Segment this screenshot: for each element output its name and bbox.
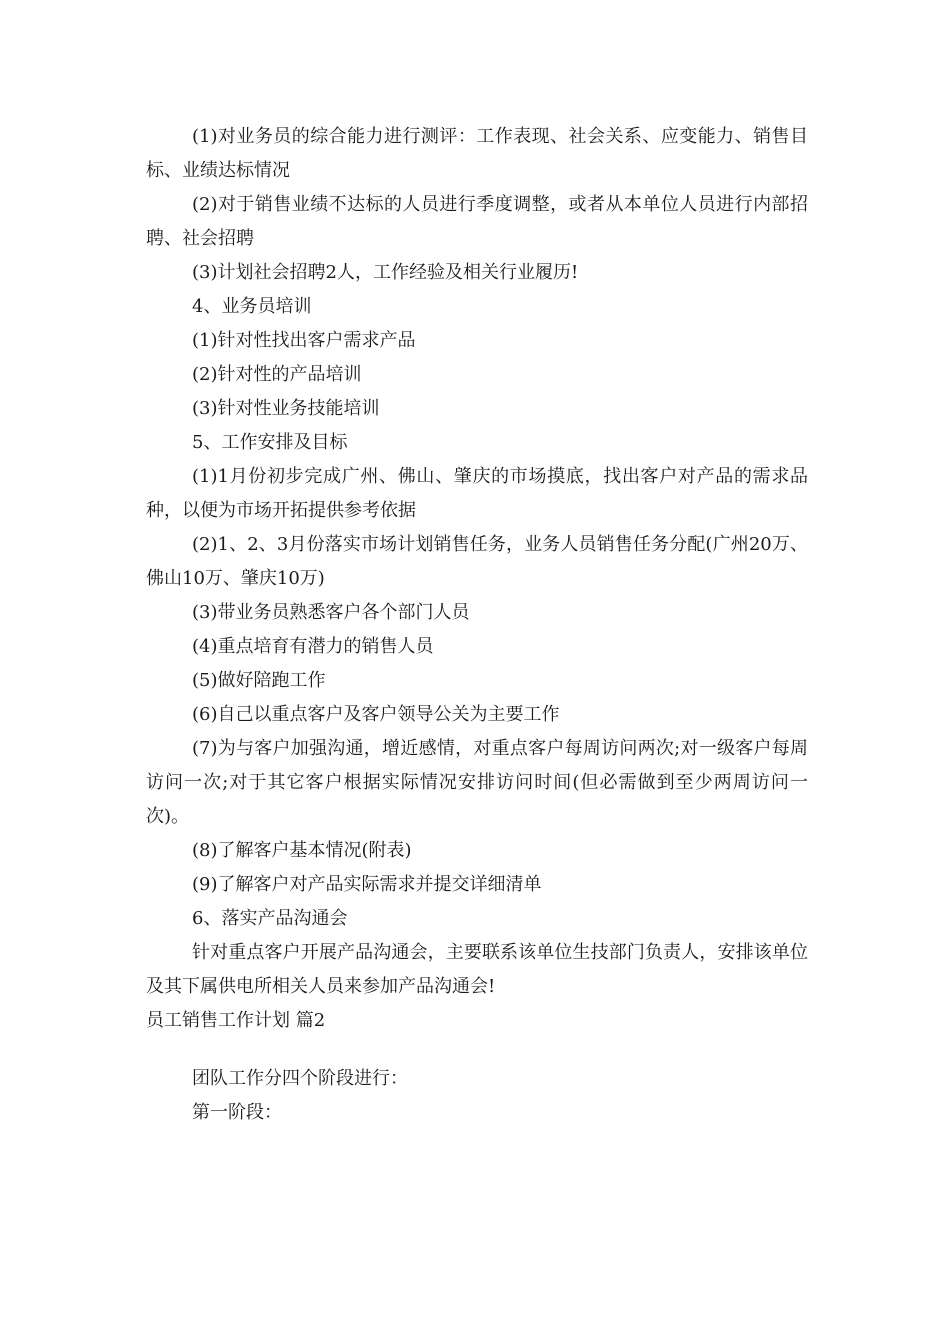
paragraph: (4)重点培育有潜力的销售人员 [192,636,434,657]
paragraph: (6)自己以重点客户及客户领导公关为主要工作 [192,704,560,725]
section-heading: 4、业务员培训 [192,296,312,317]
section-title: 员工销售工作计划 篇2 [146,1010,326,1031]
section-heading: 5、工作安排及目标 [192,432,348,453]
paragraph: (9)了解客户对产品实际需求并提交详细清单 [192,874,542,895]
document-page [146,120,808,1130]
paragraph: (3)针对性业务技能培训 [192,398,380,419]
paragraph: 第一阶段： [192,1102,282,1123]
paragraph: (3)计划社会招聘2人，工作经验及相关行业履历! [192,262,579,283]
paragraph: (7)为与客户加强沟通，增近感情，对重点客户每周访问两次;对一级客户每周访问一次;对于其它客户根据实际情况安排访问时间(但必需做到至少两周访问一次)。 [146,738,808,827]
paragraph: (3)带业务员熟悉客户各个部门人员 [192,602,470,623]
paragraph: (2)1、2、3月份落实市场计划销售任务，业务人员销售任务分配(广州20万、佛山10万、肇庆10万) [146,534,808,589]
section-heading: 6、落实产品沟通会 [192,908,348,929]
paragraph: 针对重点客户开展产品沟通会，主要联系该单位生技部门负责人，安排该单位及其下属供电所相关人员来参加产品沟通会! [146,942,808,997]
paragraph: (8)了解客户基本情况(附表) [192,840,412,861]
paragraph: (2)针对性的产品培训 [192,364,362,385]
paragraph: (5)做好陪跑工作 [192,670,326,691]
paragraph: (2)对于销售业绩不达标的人员进行季度调整，或者从本单位人员进行内部招聘、社会招聘 [146,194,808,249]
paragraph: (1)1月份初步完成广州、佛山、肇庆的市场摸底，找出客户对产品的需求品种，以便为市场开拓提供参考依据 [146,466,808,521]
paragraph: (1)对业务员的综合能力进行测评：工作表现、社会关系、应变能力、销售目标、业绩达标情况 [146,126,808,181]
paragraph: 团队工作分四个阶段进行： [192,1068,408,1089]
paragraph: (1)针对性找出客户需求产品 [192,330,416,351]
